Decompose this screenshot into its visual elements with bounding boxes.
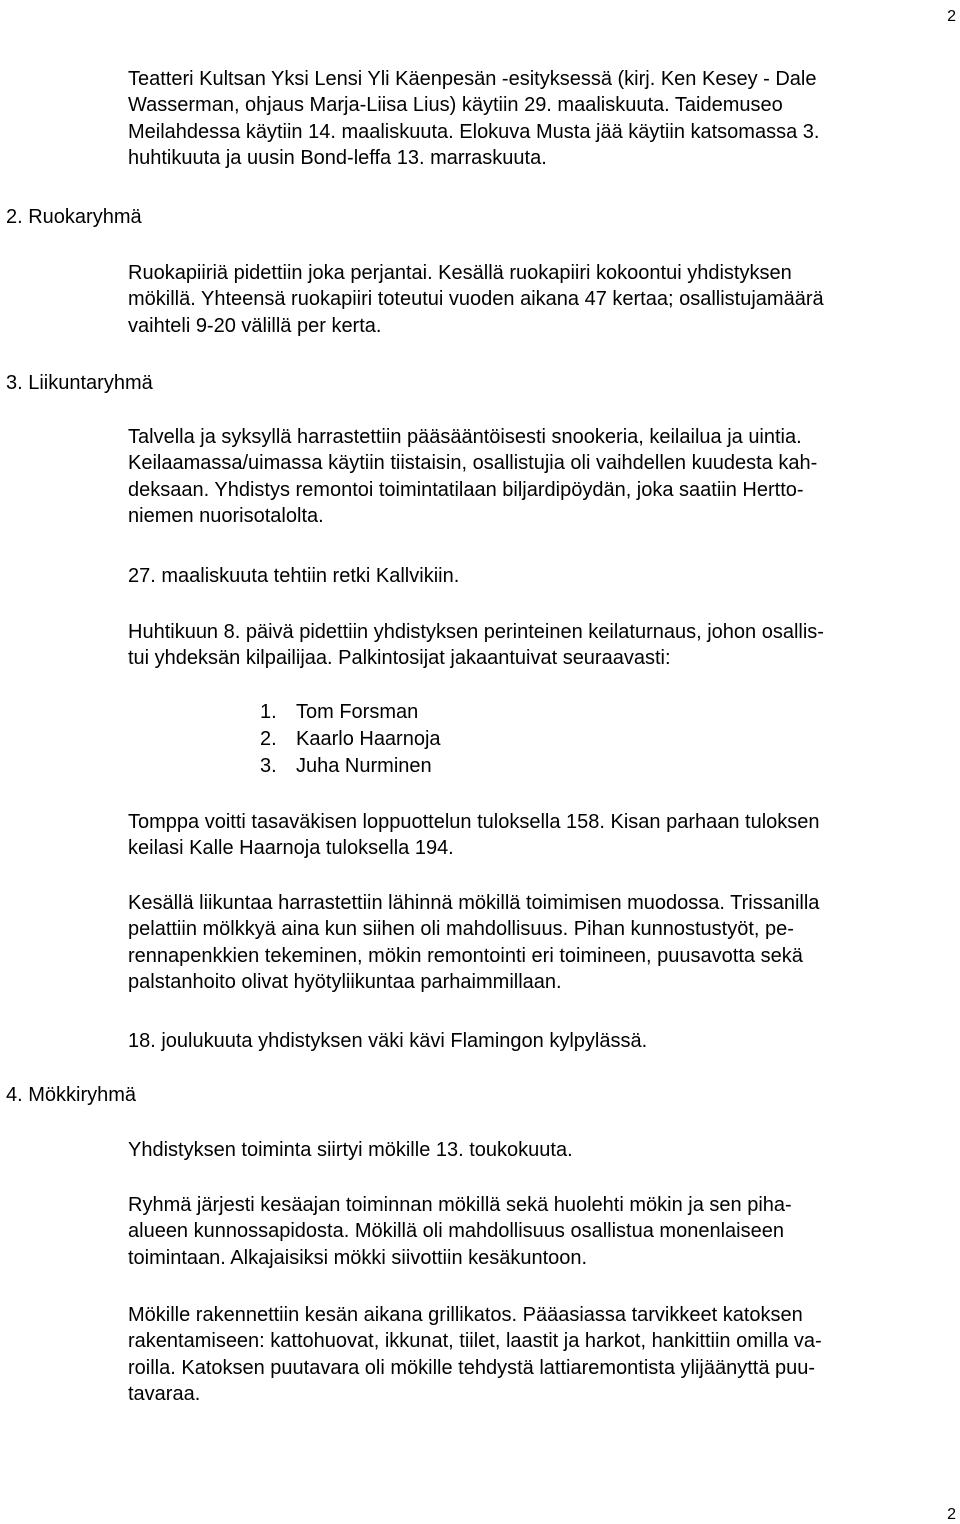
- heading-mokkiryhma: 4. Mökkiryhmä: [6, 1084, 137, 1106]
- page-number-bottom: 2: [947, 1506, 956, 1523]
- text-line: huhtikuuta ja uusin Bond-leffa 13. marraskuuta.: [128, 147, 547, 170]
- text-line: roilla. Katoksen puutavara oli mökille tehdystä lattiaremontista ylijäänyttä puu-: [128, 1356, 816, 1379]
- heading-ruokaryhma: 2. Ruokaryhmä: [6, 206, 142, 228]
- text-line: tavaraa.: [128, 1383, 201, 1406]
- text-line: pelattiin mölkkyä aina kun siihen oli mahdollisuus. Pihan kunnostustyöt, pe-: [128, 918, 794, 941]
- text-line: vaihteli 9-20 välillä per kerta.: [128, 314, 382, 337]
- text-line: keilasi Kalle Haarnoja tuloksella 194.: [128, 837, 454, 860]
- text-line: 27. maaliskuuta tehtiin retki Kallvikiin.: [128, 565, 460, 587]
- text-line: Ruokapiiriä pidettiin joka perjantai. Kesällä ruokapiiri kokoontui yhdistyksen: [128, 262, 792, 284]
- bowling-paragraph: [128, 619, 960, 672]
- grill-paragraph: [128, 1302, 960, 1408]
- list-item: [260, 753, 441, 780]
- cottage-move-paragraph: [128, 1137, 960, 1163]
- text-line: Wasserman, ohjaus Marja-Liisa Lius) käytiin 29. maaliskuuta. Taidemuseo: [128, 94, 783, 117]
- cottage-group-paragraph: [128, 1192, 960, 1271]
- text-line: 18. joulukuuta yhdistyksen väki kävi Flamingon kylpylässä.: [128, 1030, 648, 1052]
- food-paragraph: [128, 260, 960, 339]
- winner-rank: 2.: [260, 728, 277, 750]
- text-line: niemen nuorisotalolta.: [128, 505, 324, 528]
- text-line: Yhdistyksen toiminta siirtyi mökille 13. toukokuuta.: [128, 1139, 573, 1161]
- text-line: tui yhdeksän kilpailijaa. Palkintosijat jakaantuivat seuraavasti:: [128, 647, 671, 670]
- text-line: Meilahdessa käytiin 14. maaliskuuta. Elokuva Musta jää käytiin katsomassa 3.: [128, 120, 820, 143]
- winner-rank: 1.: [260, 701, 277, 723]
- summer-paragraph: [128, 890, 960, 996]
- text-line: Talvella ja syksyllä harrastettiin pääsääntöisesti snookeria, keilailua ja uintia.: [128, 426, 802, 448]
- culture-paragraph: [128, 66, 960, 172]
- winner-name: Juha Nurminen: [296, 755, 432, 777]
- winner-name: Kaarlo Haarnoja: [296, 728, 441, 750]
- text-line: mökillä. Yhteensä ruokapiiri toteutui vuoden aikana 47 kertaa; osallistujamäärä: [128, 288, 824, 311]
- text-line: deksaan. Yhdistys remontoi toimintatilaan biljardipöydän, joka saatiin Hertto-: [128, 478, 804, 501]
- list-item: [260, 699, 441, 726]
- text-line: Teatteri Kultsan Yksi Lensi Yli Käenpesän -esityksessä (kirj. Ken Kesey - Dale: [128, 68, 817, 90]
- heading-liikuntaryhma: 3. Liikuntaryhmä: [6, 372, 153, 394]
- text-line: palstanhoito olivat hyötyliikuntaa parhaimmillaan.: [128, 971, 562, 994]
- text-line: Tomppa voitti tasaväkisen loppuottelun tuloksella 158. Kisan parhaan tuloksen: [128, 811, 820, 833]
- final-paragraph: [128, 809, 960, 862]
- text-line: toimintaan. Alkajaisiksi mökki siivottiin kesäkuntoon.: [128, 1246, 588, 1269]
- page-number-top: 2: [947, 8, 956, 25]
- winners-list: [260, 699, 441, 780]
- trip-paragraph: [128, 563, 960, 589]
- winner-rank: 3.: [260, 755, 277, 777]
- text-line: rennapenkkien tekeminen, mökin remontointi eri toimineen, puusavotta sekä: [128, 944, 803, 967]
- list-item: [260, 726, 441, 753]
- text-line: Kesällä liikuntaa harrastettiin lähinnä mökillä toimimisen muodossa. Trissanilla: [128, 892, 820, 914]
- text-line: alueen kunnossapidosta. Mökillä oli mahdollisuus osallistua monenlaiseen: [128, 1220, 784, 1243]
- text-line: rakentamiseen: kattohuovat, ikkunat, tiilet, laastit ja harkot, hankittiin omilla va-: [128, 1330, 822, 1353]
- sport-winter-paragraph: [128, 424, 960, 530]
- text-line: Keilaamassa/uimassa käytiin tiistaisin, osallistujia oli vaihdellen kuudesta kah-: [128, 452, 818, 475]
- flamingo-paragraph: [128, 1028, 960, 1054]
- winner-name: Tom Forsman: [296, 701, 419, 723]
- text-line: Mökille rakennettiin kesän aikana grillikatos. Pääasiassa tarvikkeet katoksen: [128, 1304, 803, 1326]
- text-line: Huhtikuun 8. päivä pidettiin yhdistyksen perinteinen keilaturnaus, johon osallis-: [128, 621, 824, 643]
- text-line: Ryhmä järjesti kesäajan toiminnan mökillä sekä huolehti mökin ja sen piha-: [128, 1194, 792, 1216]
